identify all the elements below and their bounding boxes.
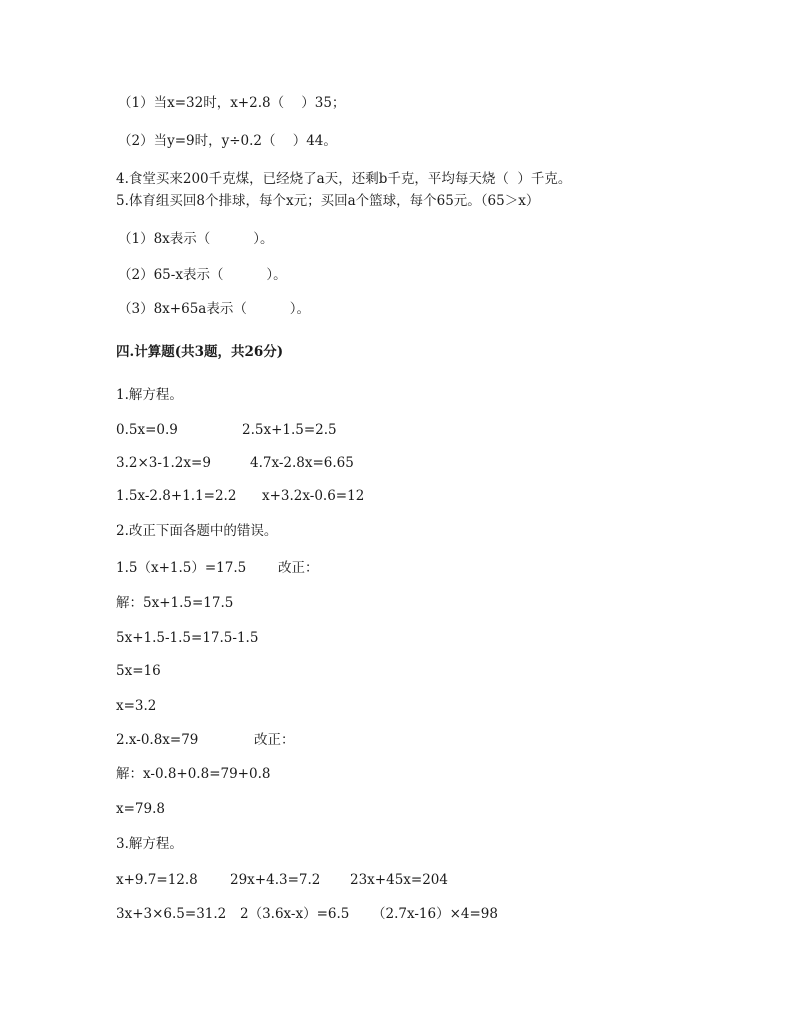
solution-step: 5x+1.5-1.5=17.5-1.5	[116, 630, 259, 646]
question-5: 5.体育组买回8个排球，每个x元；买回a个篮球，每个65元。（65＞x）	[116, 193, 540, 209]
calc-q2-title: 2.改正下面各题中的错误。	[116, 523, 278, 539]
equation: 3x+3×6.5=31.2	[116, 906, 227, 922]
equation: 0.5x=0.9	[116, 422, 178, 438]
solution-step: x=3.2	[116, 698, 157, 714]
equation: （2.7x-16）×4=98	[372, 906, 498, 922]
equation: 29x+4.3=7.2	[230, 872, 321, 888]
calc-q1-title: 1.解方程。	[116, 387, 183, 403]
question-5-part-1: （1）8x表示（ ）。	[118, 231, 274, 247]
solution-step: 解：5x+1.5=17.5	[116, 595, 234, 611]
section-heading: 四.计算题(共3题，共26分)	[116, 344, 284, 360]
solution-step: 解：x-0.8+0.8=79+0.8	[116, 766, 271, 782]
solution-step: 5x=16	[116, 663, 161, 679]
equation: x+3.2x-0.6=12	[262, 488, 365, 504]
equation: 1.5x-2.8+1.1=2.2	[116, 488, 237, 504]
equation: x+9.7=12.8	[116, 872, 198, 888]
correction-label: 改正：	[254, 732, 295, 748]
question-3-part-1: （1）当x=32时，x+2.8（ ）35；	[118, 95, 346, 111]
solution-step: x=79.8	[116, 801, 165, 817]
equation: 2（3.6x-x）=6.5	[240, 906, 350, 922]
equation: 23x+45x=204	[350, 872, 448, 888]
question-5-part-2: （2）65-x表示（ ）。	[118, 267, 287, 283]
question-3-part-2: （2）当y=9时，y÷0.2（ ）44。	[118, 133, 337, 149]
wrong-equation: 2.x-0.8x=79	[116, 732, 199, 748]
calc-q3-title: 3.解方程。	[116, 836, 183, 852]
question-4: 4.食堂买来200千克煤，已经烧了a天，还剩b千克，平均每天烧（ ）千克。	[116, 171, 572, 187]
correction-label: 改正：	[278, 560, 319, 576]
wrong-equation: 1.5（x+1.5）=17.5	[116, 560, 247, 576]
equation: 3.2×3-1.2x=9	[116, 455, 211, 471]
question-5-part-3: （3）8x+65a表示（ ）。	[118, 301, 310, 317]
equation: 2.5x+1.5=2.5	[242, 422, 337, 438]
equation: 4.7x-2.8x=6.65	[250, 455, 354, 471]
